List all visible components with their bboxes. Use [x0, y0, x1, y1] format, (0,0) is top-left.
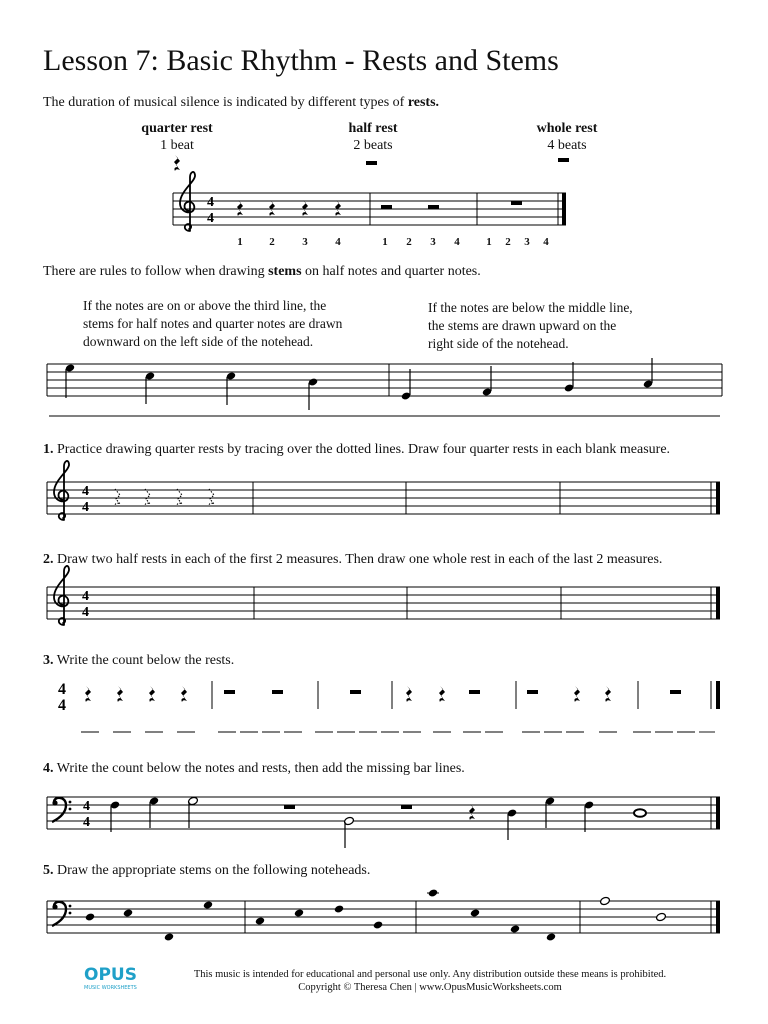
half-notehead: [655, 912, 666, 922]
whole-rest-icon: [558, 158, 569, 162]
count-label: 1: [382, 236, 388, 248]
dotted-quarter-rest-icon: [145, 489, 150, 505]
whole-note: [634, 809, 646, 817]
notehead: [123, 908, 134, 917]
dotted-quarter-rest-icon: [177, 489, 182, 505]
rest-beats: 4 beats: [547, 138, 587, 153]
notehead: [334, 904, 345, 913]
count-label: 3: [524, 236, 530, 248]
exercise-instruction: Practice drawing quarter rests by tracing over the dotted lines. Draw four quarter rests in each blank measure.: [53, 442, 671, 457]
quarter-rest-icon: [439, 686, 445, 702]
exercise-instruction: Draw the appropriate stems on the following noteheads.: [53, 863, 371, 878]
quarter-rest-icon: [302, 200, 308, 216]
exercise-4-notes: [110, 796, 646, 848]
stem-rule-line: stems for half notes and quarter notes are drawn: [83, 316, 343, 331]
notehead: [510, 924, 521, 933]
time-sig-bottom: 4: [83, 815, 90, 830]
exercise-1-staff: [47, 482, 720, 514]
count-label: 2: [406, 236, 412, 248]
half-rest-icon: [381, 205, 392, 209]
bass-clef-icon: [52, 798, 71, 822]
exercise-number: 1.: [43, 442, 54, 457]
notehead: [85, 912, 96, 921]
exercise-2-staff: [47, 587, 720, 619]
half-rest-icon: [366, 161, 377, 165]
example-staff: [173, 193, 566, 225]
stems-intro-bold: stems: [268, 264, 302, 279]
time-sig-bottom: 4: [58, 697, 66, 714]
count-label: 4: [335, 236, 341, 248]
quarter-rest-icon: [181, 686, 187, 702]
exercise-5-noteheads: [85, 888, 667, 941]
half-rest-icon: [284, 805, 295, 809]
notehead: [373, 920, 384, 929]
stems-intro-rest: on half notes and quarter notes.: [301, 264, 481, 279]
quarter-rest-icon: [406, 686, 412, 702]
notehead: [546, 932, 557, 941]
half-notehead: [599, 896, 610, 906]
exercise-3-rhythm: [58, 681, 720, 732]
rest-beats: 1 beat: [160, 138, 194, 153]
exercise-instruction: Write the count below the notes and rests, then add the missing bar lines.: [53, 761, 465, 776]
quarter-rest-icon: [469, 804, 475, 820]
intro-text-bold: rests.: [407, 95, 440, 110]
quarter-rest-icon: [335, 200, 341, 216]
time-sig-bottom: 4: [82, 605, 89, 620]
rest-name: whole rest: [536, 121, 598, 136]
exercise-number: 2.: [43, 552, 54, 567]
time-sig-top: 4: [58, 681, 66, 698]
whole-rest-icon: [511, 201, 522, 205]
time-sig-bottom: 4: [82, 500, 89, 515]
logo-subtext: MUSIC WORKSHEETS: [84, 985, 137, 991]
count-label: 1: [486, 236, 492, 248]
stem-down-notes: [65, 363, 319, 410]
half-rest-icon: [401, 805, 412, 809]
quarter-rest-icon: [605, 686, 611, 702]
quarter-rest-icon: [174, 155, 180, 171]
notehead: [203, 900, 214, 909]
time-sig-top: 4: [207, 195, 214, 210]
stem-rule-line: downward on the left side of the notehead.: [83, 334, 314, 349]
count-label: 2: [505, 236, 511, 248]
stem-rule-line: the stems are drawn upward on the: [428, 318, 617, 333]
notehead: [470, 908, 481, 917]
stems-staff: [47, 364, 722, 416]
count-label: 2: [269, 236, 275, 248]
time-sig-bottom: 4: [207, 211, 214, 226]
time-sig-top: 4: [83, 799, 90, 814]
rest-name: half rest: [348, 121, 398, 136]
time-sig-top: 4: [82, 484, 89, 499]
footer-disclaimer: This music is intended for educational and personal use only. Any distribution outside these means is prohibited.: [193, 969, 667, 980]
count-label: 1: [237, 236, 243, 248]
quarter-rest-icon: [85, 686, 91, 702]
count-label: 3: [430, 236, 436, 248]
exercise-4-staff: [47, 797, 720, 829]
exercise-number: 5.: [43, 863, 54, 878]
time-sig-top: 4: [82, 589, 89, 604]
exercise-number: 4.: [43, 761, 54, 776]
logo-text: OPUS: [84, 965, 137, 985]
page-title: Lesson 7: Basic Rhythm - Rests and Stems: [43, 44, 559, 77]
notehead: [294, 908, 305, 917]
footer-copyright: Copyright © Theresa Chen | www.OpusMusicWorksheets.com: [298, 982, 562, 993]
rest-name: quarter rest: [141, 121, 213, 136]
dotted-quarter-rest-icon: [209, 489, 214, 505]
exercise-number: 3.: [43, 653, 54, 668]
half-rest-icon: [428, 205, 439, 209]
count-label: 4: [454, 236, 460, 248]
quarter-rest-icon: [149, 686, 155, 702]
stem-rule-line: If the notes are below the middle line,: [428, 300, 633, 315]
stems-intro-plain: There are rules to follow when drawing: [43, 264, 269, 279]
quarter-rest-icon: [269, 200, 275, 216]
stem-rule-line: If the notes are on or above the third line, the: [83, 298, 327, 313]
notehead: [164, 932, 175, 941]
exercise-instruction: Write the count below the rests.: [53, 653, 235, 668]
quarter-rest-icon: [574, 686, 580, 702]
notehead: [255, 916, 266, 925]
rest-beats: 2 beats: [353, 138, 393, 153]
count-label: 4: [543, 236, 549, 248]
count-label: 3: [302, 236, 308, 248]
intro-text-plain: The duration of musical silence is indicated by different types of: [43, 95, 408, 110]
quarter-rest-icon: [117, 686, 123, 702]
quarter-rest-icon: [237, 200, 243, 216]
bass-clef-icon: [52, 902, 71, 926]
stem-rule-line: right side of the notehead.: [428, 336, 569, 351]
dotted-quarter-rest-icon: [115, 489, 120, 505]
exercise-instruction: Draw two half rests in each of the first 2 measures. Then draw one whole rest in each of the last 2 measures.: [53, 552, 663, 567]
exercise-5-staff: [47, 901, 720, 933]
